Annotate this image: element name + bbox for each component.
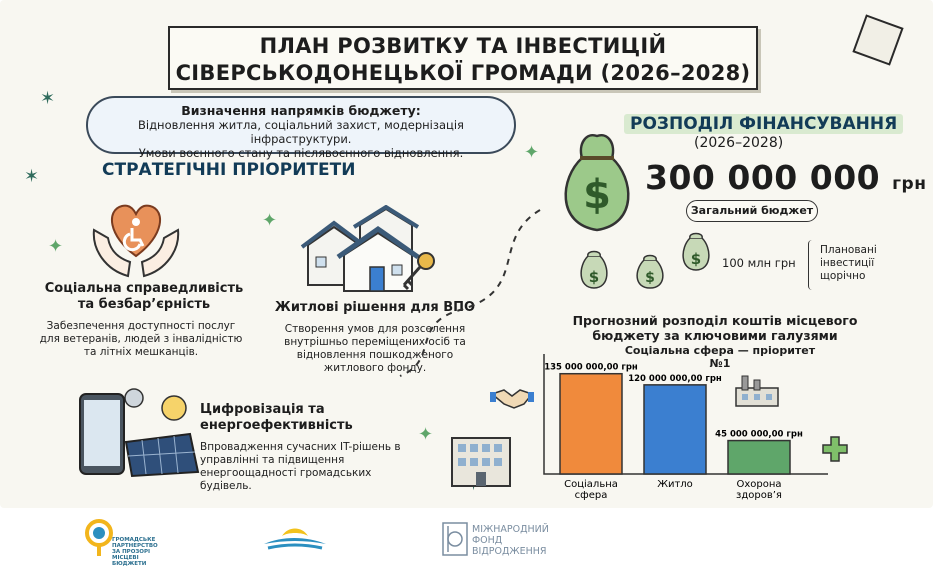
star-icon: ✦	[262, 210, 278, 231]
renaissance-logo-text	[472, 524, 549, 557]
chart-category-label: Охорона	[736, 479, 782, 490]
wave-logo-icon	[262, 522, 328, 552]
housing-idp-text: Створення умов для розселення внутрішньо переміщених осіб та відновлення пошкодженого житлового фонду.	[284, 323, 466, 374]
title-banner	[168, 26, 758, 90]
factory-icon	[734, 374, 780, 408]
star-icon: ✦	[48, 236, 64, 257]
forecast-title: Прогнозний розподіл коштів місцевого бюджету за ключовими галузями	[572, 313, 858, 343]
strategic-priorities-heading-text: СТРАТЕГІЧНІ ПРІОРИТЕТИ	[102, 160, 356, 180]
total-budget-amount	[645, 158, 926, 197]
svg-text:$: $	[690, 250, 702, 268]
chart-value-label: 45 000 000,00 грн	[715, 429, 803, 440]
chart-bar	[644, 385, 706, 474]
renaissance-logo-icon	[442, 522, 468, 556]
annual-amount: 100 млн грн	[722, 256, 796, 270]
star-icon: ✦	[418, 424, 434, 445]
partnership-logo-text: ГРОМАДСЬКЕ ПАРТНЕРСТВО ЗА ПРОЗОРІ МІСЦЕВІ БЮДЖЕТИ	[112, 537, 158, 567]
budget-directions-heading: Визначення напрямків бюджету:	[181, 103, 421, 118]
budget-bar-chart	[536, 340, 836, 500]
distribution-heading: РОЗПОДІЛ ФІНАНСУВАННЯ	[624, 114, 903, 134]
chart-value-label: 120 000 000,00 грн	[628, 373, 722, 384]
total-amount-value: 300 000 000	[645, 158, 881, 197]
handshake-icon	[490, 384, 534, 410]
renaissance-line-2: ФОНД	[472, 535, 503, 546]
budget-directions-line-2: Умови воєнного стану та післявоєнного відновлення.	[138, 146, 464, 160]
dashed-connector	[380, 200, 550, 380]
total-budget-label: Загальний бюджет	[686, 200, 818, 222]
svg-text:$: $	[583, 172, 611, 218]
money-bag-icon	[552, 128, 642, 234]
strategic-priorities-heading	[102, 160, 355, 180]
banner-curl-right	[852, 14, 903, 65]
budget-directions-line-1: Відновлення житла, соціальний захист, модернізація інфраструктури.	[138, 118, 464, 146]
partnership-logo-icon	[84, 518, 114, 558]
renaissance-line-3: ВІДРОДЖЕННЯ	[472, 546, 547, 557]
chart-value-label: 135 000 000,00 грн	[544, 362, 638, 373]
star-icon: ✦	[524, 142, 540, 163]
social-justice-text: Забезпечення доступності послуг для ветеранів, людей з інвалідністю та літніх мешканців.	[39, 320, 243, 358]
digitalization-title: Цифровізація та енергоефективність	[200, 402, 353, 433]
chart-bar	[728, 441, 790, 474]
budget-directions-cloud	[86, 96, 516, 160]
chart-category-label: здоров’я	[736, 490, 782, 500]
building-icon	[448, 428, 514, 488]
digitalization-text: Впровадження сучасних IT-рішень в управлінні та підвищення енергоощадності громадських будівель.	[200, 441, 401, 492]
total-amount-unit: грн	[892, 174, 927, 194]
svg-text:$: $	[645, 270, 655, 286]
svg-text:$: $	[588, 268, 600, 286]
title-line-1: ПЛАН РОЗВИТКУ ТА ІНВЕСТИЦІЙ	[259, 34, 667, 58]
chart-bar	[560, 374, 622, 474]
chart-category-label: сфера	[574, 490, 608, 500]
annual-label: Плановані інвестиції щорічно	[820, 244, 877, 282]
chart-category-label: Житло	[657, 479, 693, 490]
star-icon: ✶	[40, 88, 56, 109]
title-line-2: СІВЕРСЬКОДОНЕЦЬКОЇ ГРОМАДИ (2026–2028)	[175, 61, 751, 85]
star-icon: ✶	[24, 166, 40, 187]
tablet-solar-icon	[70, 384, 200, 484]
hands-heart-icon	[88, 190, 184, 282]
chart-category-label: Соціальна	[564, 479, 618, 490]
small-money-bags-icon	[576, 228, 720, 290]
housing-idp-title: Житлові рішення для ВПО	[274, 300, 476, 315]
renaissance-line-1: МІЖНАРОДНИЙ	[472, 524, 549, 535]
forecast-subtitle: Соціальна сфера — пріоритет №1	[624, 344, 816, 370]
brace	[808, 240, 816, 290]
distribution-years: (2026–2028)	[694, 135, 784, 151]
social-justice-title: Соціальна справедливість та безбар’єрність	[44, 281, 244, 312]
medical-cross-icon	[822, 436, 848, 462]
